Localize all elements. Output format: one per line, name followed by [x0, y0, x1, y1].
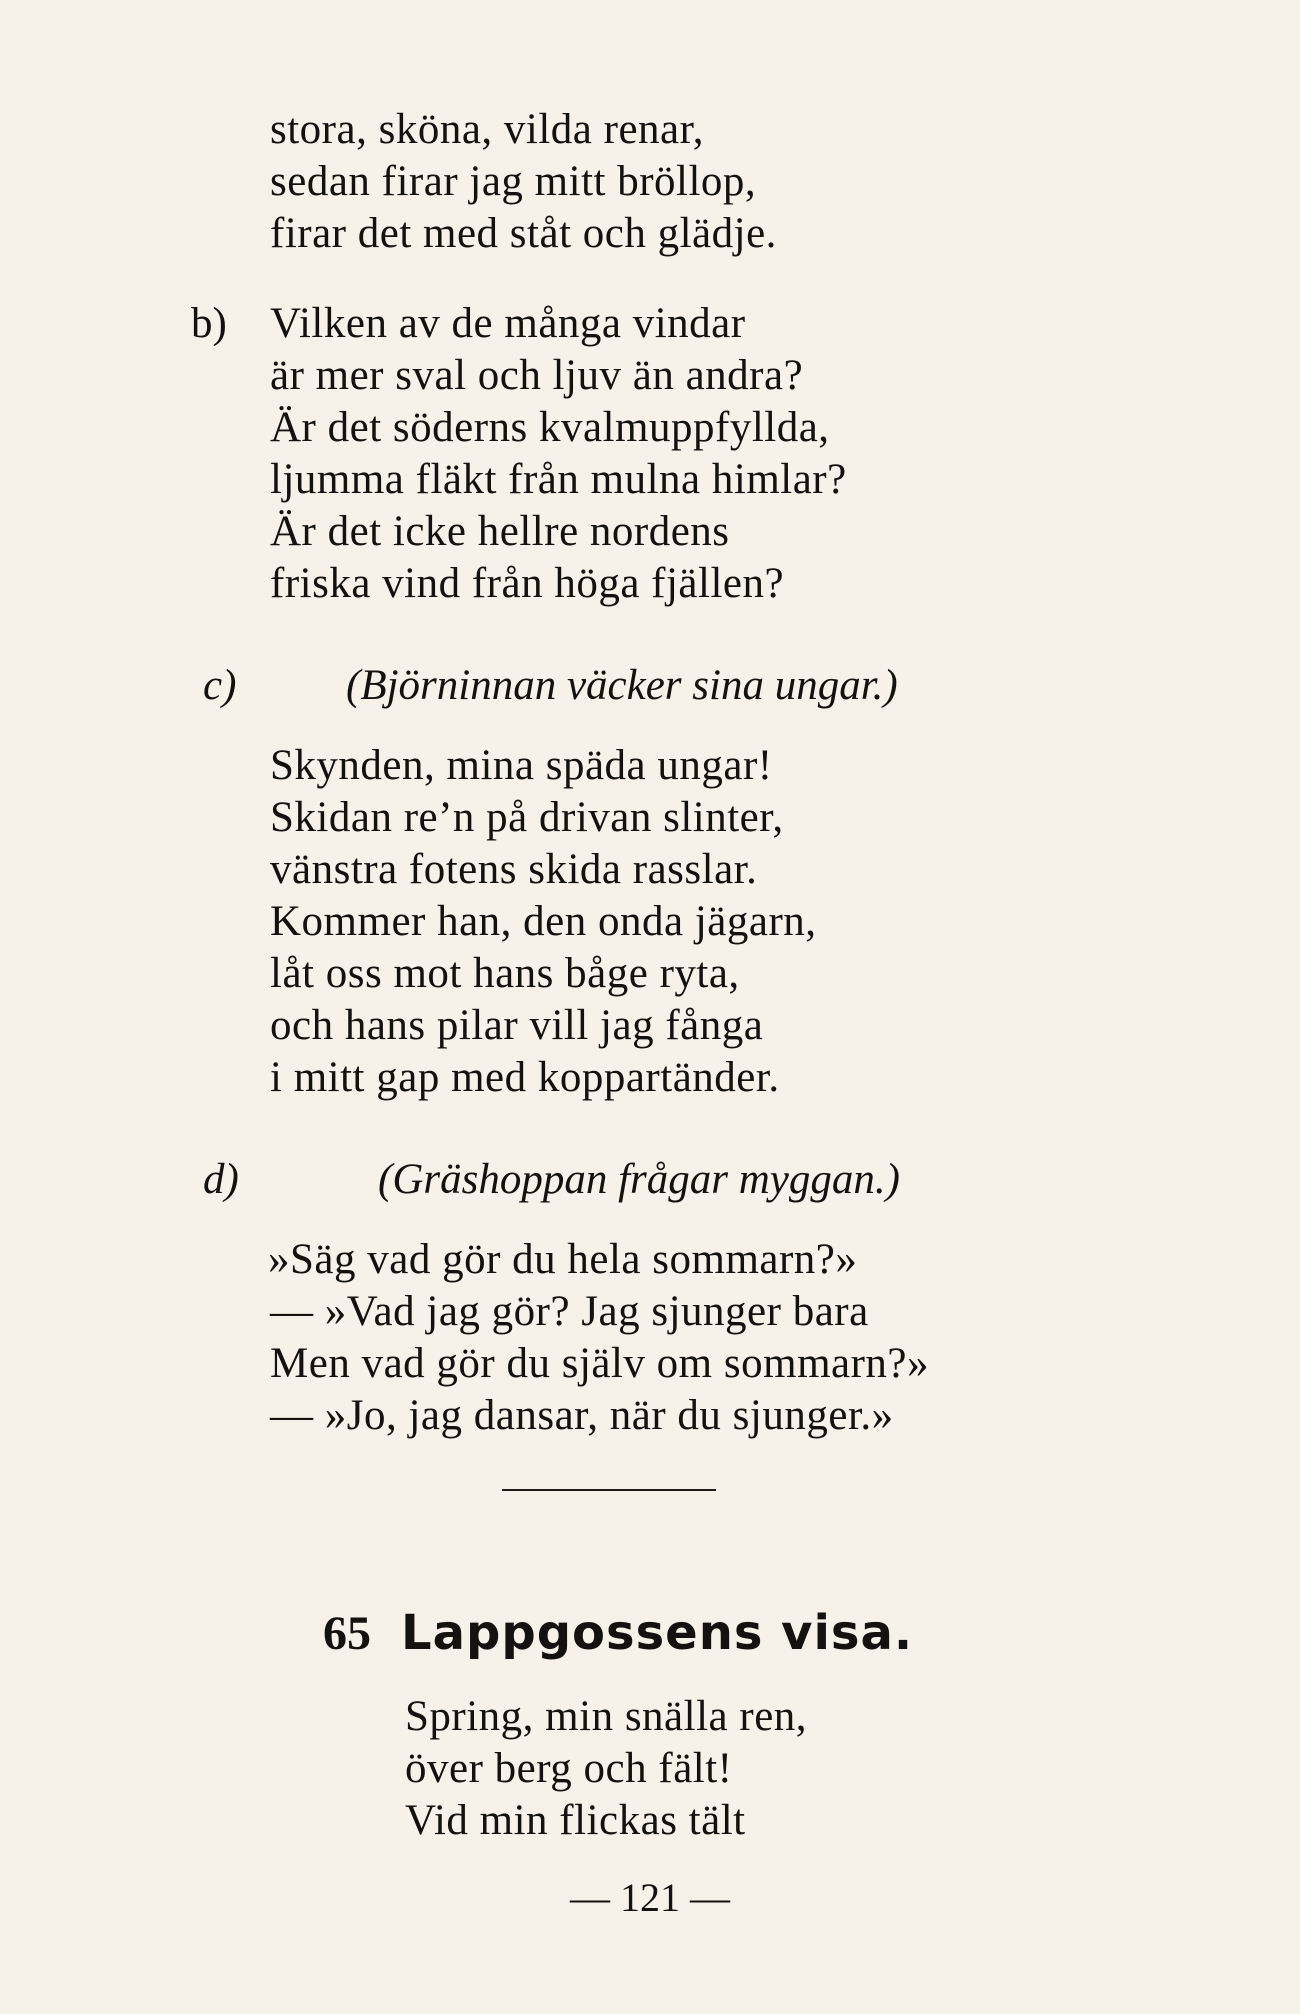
verse-b-line-4: ljumma fläkt från mulna himlar? — [270, 456, 847, 503]
verse-a-line-1: stora, sköna, vilda renar, — [270, 106, 704, 153]
song-line-2: över berg och fält! — [405, 1745, 733, 1792]
verse-b-label: b) — [191, 300, 227, 347]
song-number: 65 — [323, 1607, 371, 1660]
verse-d-line-3: Men vad gör du själv om sommarn?» — [270, 1340, 930, 1387]
verse-b-line-2: är mer sval och ljuv än andra? — [270, 352, 804, 399]
verse-c-line-4: Kommer han, den onda jägarn, — [270, 898, 817, 945]
verse-a-line-2: sedan firar jag mitt bröllop, — [270, 158, 757, 205]
song-heading — [323, 1605, 913, 1662]
verse-b-line-5: Är det icke hellre nordens — [270, 508, 730, 555]
verse-a-line-3: firar det med ståt och glädje. — [270, 210, 777, 257]
verse-b-line-6: friska vind från höga fjällen? — [270, 560, 785, 607]
verse-d-line-1: »Säg vad gör du hela sommarn?» — [268, 1236, 858, 1283]
page-number: — 121 — — [570, 1875, 730, 1920]
verse-b-line-1: Vilken av de många vindar — [270, 300, 746, 347]
verse-d-line-4: — »Jo, jag dansar, när du sjunger.» — [270, 1392, 894, 1439]
verse-c-heading: (Björninnan väcker sina ungar.) — [346, 662, 898, 709]
verse-b-line-3: Är det söderns kvalmuppfyllda, — [270, 404, 830, 451]
verse-d-line-2: — »Vad jag gör? Jag sjunger bara — [270, 1288, 869, 1335]
song-title: Lappgossens visa. — [401, 1605, 914, 1661]
verse-c-label: c) — [203, 662, 237, 709]
song-line-1: Spring, min snälla ren, — [405, 1693, 808, 1740]
verse-c-line-1: Skynden, mina späda ungar! — [270, 742, 773, 789]
verse-d-heading: (Gräshoppan frågar myggan.) — [378, 1156, 900, 1203]
verse-c-line-2: Skidan re’n på drivan slinter, — [270, 794, 784, 841]
verse-c-line-6: och hans pilar vill jag fånga — [270, 1002, 764, 1049]
verse-c-line-7: i mitt gap med koppartänder. — [270, 1054, 780, 1101]
song-line-3: Vid min flickas tält — [405, 1797, 746, 1844]
verse-c-line-5: låt oss mot hans båge ryta, — [270, 950, 740, 997]
section-divider — [502, 1489, 716, 1491]
verse-c-line-3: vänstra fotens skida rasslar. — [270, 846, 758, 893]
verse-d-label: d) — [203, 1156, 239, 1203]
